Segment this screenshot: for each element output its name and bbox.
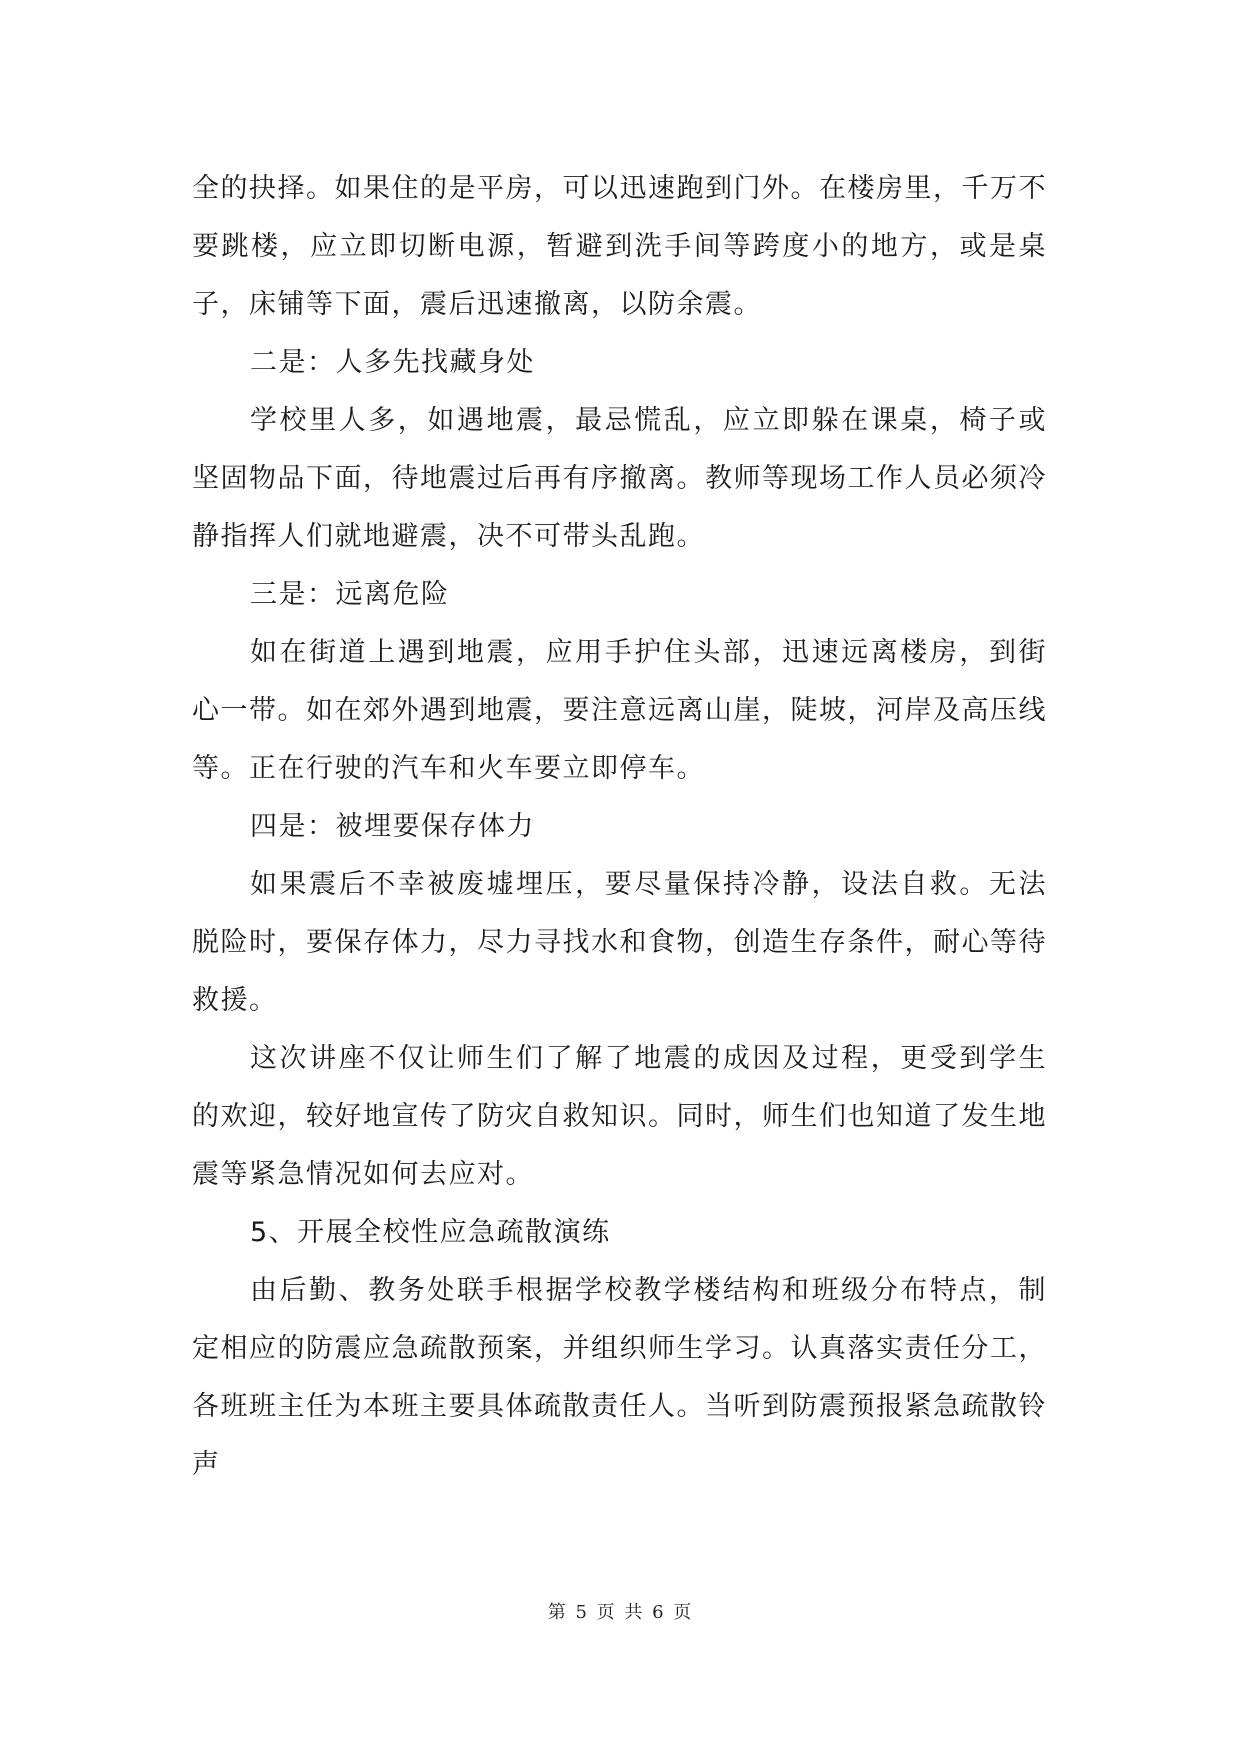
paragraph-lecture-summary: 这次讲座不仅让师生们了解了地震的成因及过程，更受到学生的欢迎，较好地宣传了防灾自救知识。同时，师生们也知道了发生地震等紧急情况如何去应对。 — [192, 1043, 1047, 1190]
heading-point-three: 三是：远离危险 — [250, 579, 450, 610]
paragraph-street: 如在街道上遇到地震，应用手护住头部，迅速远离楼房，到街心一带。如在郊外遇到地震，要注意远离山崖，陡坡，河岸及高压线等。正在行驶的汽车和火车要立即停车。 — [192, 637, 1047, 784]
paragraph-continuation: 全的抉择。如果住的是平房，可以迅速跑到门外。在楼房里，千万不要跳楼，应立即切断电源，暂避到洗手间等跨度小的地方，或是桌子，床铺等下面，震后迅速撤离，以防余震。 — [192, 173, 1047, 320]
paragraph-evacuation-drill: 由后勤、教务处联手根据学校教学楼结构和班级分布特点，制定相应的防震应急疏散预案，并组织师生学习。认真落实责任分工，各班班主任为本班主要具体疏散责任人。当听到防震预报紧急疏散铃声 — [192, 1275, 1047, 1480]
document-body — [192, 160, 1047, 1494]
page-number-footer: 第 5 页 共 6 页 — [547, 1602, 694, 1623]
heading-section-five: 5、开展全校性应急疏散演练 — [250, 1217, 611, 1248]
heading-point-two: 二是：人多先找藏身处 — [250, 347, 535, 378]
paragraph-school: 学校里人多，如遇地震，最忌慌乱，应立即躲在课桌，椅子或坚固物品下面，待地震过后再有序撤离。教师等现场工作人员必须冷静指挥人们就地避震，决不可带头乱跑。 — [192, 405, 1047, 552]
heading-point-four: 四是：被埋要保存体力 — [250, 811, 535, 842]
paragraph-buried: 如果震后不幸被废墟埋压，要尽量保持冷静，设法自救。无法脱险时，要保存体力，尽力寻找水和食物，创造生存条件，耐心等待救援。 — [192, 869, 1047, 1016]
